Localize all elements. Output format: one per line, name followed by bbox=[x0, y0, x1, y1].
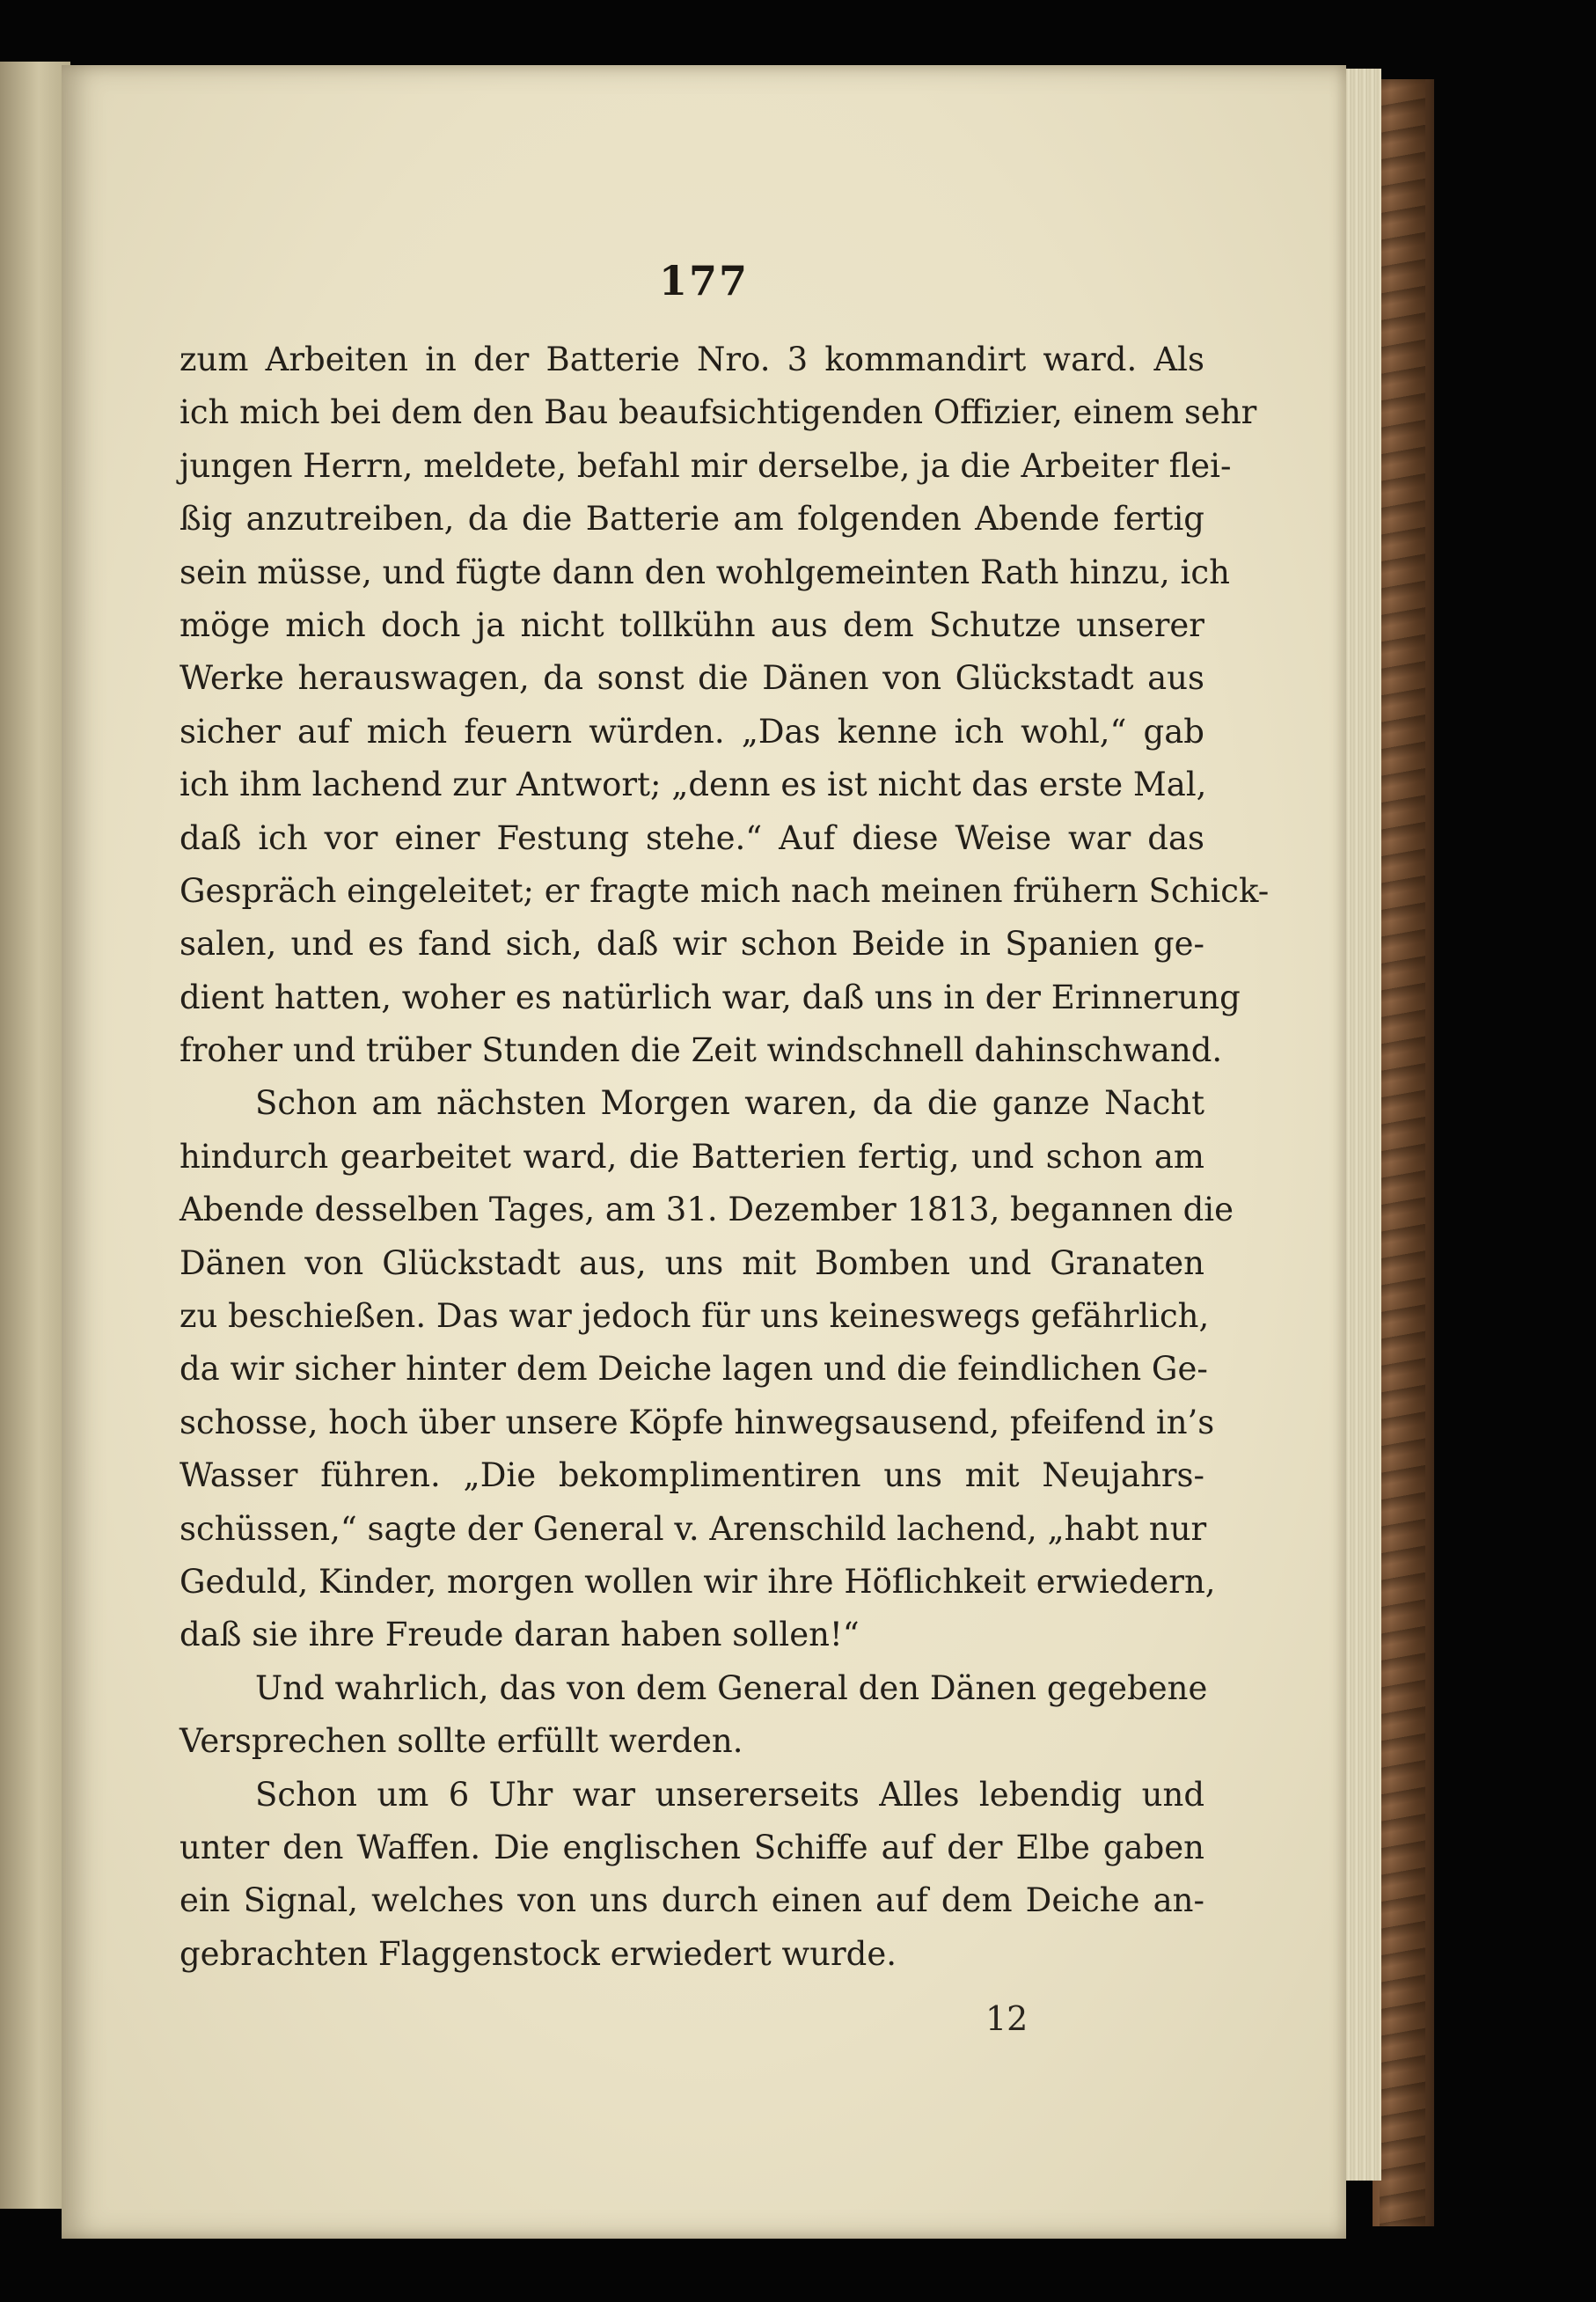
text-line: gebrachten Flaggenstock erwiedert wurde. bbox=[179, 1934, 897, 1973]
text-line: ich mich bei dem den Bau beaufsichtigenden Offizier, einem sehr bbox=[179, 393, 1257, 432]
text-line: daß sie ihre Freude daran haben sollen!“ bbox=[179, 1616, 860, 1654]
text-line: jungen Herrn, meldete, befahl mir derselbe, ja die Arbeiter flei- bbox=[179, 446, 1232, 485]
book-page bbox=[62, 65, 1346, 2239]
facing-page-edge bbox=[0, 62, 70, 2209]
text-line: Schon um 6 Uhr war unsererseits Alles lebendig und bbox=[255, 1775, 1204, 1814]
text-line: möge mich doch ja nicht tollkühn aus dem Schutze unserer bbox=[179, 605, 1204, 644]
text-line: daß ich vor einer Festung stehe.“ Auf diese Weise war das bbox=[179, 818, 1204, 857]
text-line: sein müsse, und fügte dann den wohlgemeinten Rath hinzu, ich bbox=[179, 553, 1230, 591]
text-line: Und wahrlich, das von dem General den Dänen gegebene bbox=[255, 1668, 1208, 1707]
text-line: sicher auf mich feuern würden. „Das kenne ich wohl,“ gab bbox=[179, 712, 1204, 751]
text-line: ich ihm lachend zur Antwort; „denn es ist nicht das erste Mal, bbox=[179, 766, 1207, 804]
text-line: da wir sicher hinter dem Deiche lagen und die feindlichen Ge- bbox=[179, 1350, 1208, 1389]
text-line: froher und trüber Stunden die Zeit windschnell dahinschwand. bbox=[179, 1031, 1223, 1070]
text-line: Dänen von Glückstadt aus, uns mit Bomben und Granaten bbox=[179, 1243, 1204, 1282]
text-line: zu beschießen. Das war jedoch für uns keineswegs gefährlich, bbox=[179, 1297, 1210, 1336]
text-line: dient hatten, woher es natürlich war, daß uns in der Erinnerung bbox=[179, 978, 1241, 1016]
text-line: Werke herauswagen, da sonst die Dänen von Glückstadt aus bbox=[179, 659, 1204, 698]
text-line: salen, und es fand sich, daß wir schon Beide in Spanien ge- bbox=[179, 925, 1204, 964]
body-text bbox=[179, 334, 1270, 1981]
text-line: Wasser führen. „Die bekomplimentiren uns mit Neujahrs- bbox=[179, 1456, 1204, 1495]
signature-mark: 12 bbox=[985, 1999, 1029, 2038]
text-line: schosse, hoch über unsere Köpfe hinwegsausend, pfeifend in’s bbox=[179, 1403, 1215, 1441]
text-line: hindurch gearbeitet ward, die Batterien fertig, und schon am bbox=[179, 1137, 1204, 1176]
text-line: zum Arbeiten in der Batterie Nro. 3 kommandirt ward. Als bbox=[179, 341, 1204, 378]
text-line: ein Signal, welches von uns durch einen auf dem Deiche an- bbox=[179, 1881, 1204, 1920]
text-line: Gespräch eingeleitet; er fragte mich nach meinen frühern Schick- bbox=[179, 871, 1270, 910]
text-line: schüssen,“ sagte der General v. Arenschild lachend, „habt nur bbox=[179, 1509, 1207, 1548]
page-number: 177 bbox=[658, 257, 750, 304]
text-line: Versprechen sollte erfüllt werden. bbox=[179, 1722, 743, 1761]
text-line: unter den Waffen. Die englischen Schiffe auf der Elbe gaben bbox=[179, 1828, 1204, 1866]
text-line: ßig anzutreiben, da die Batterie am folgenden Abende fertig bbox=[179, 500, 1204, 539]
text-line: Schon am nächsten Morgen waren, da die ganze Nacht bbox=[255, 1084, 1204, 1123]
text-line: Geduld, Kinder, morgen wollen wir ihre Höflichkeit erwiedern, bbox=[179, 1562, 1216, 1601]
book-cover-board bbox=[1373, 79, 1434, 2226]
text-line: Abende desselben Tages, am 31. Dezember 1813, begannen die bbox=[179, 1191, 1234, 1229]
